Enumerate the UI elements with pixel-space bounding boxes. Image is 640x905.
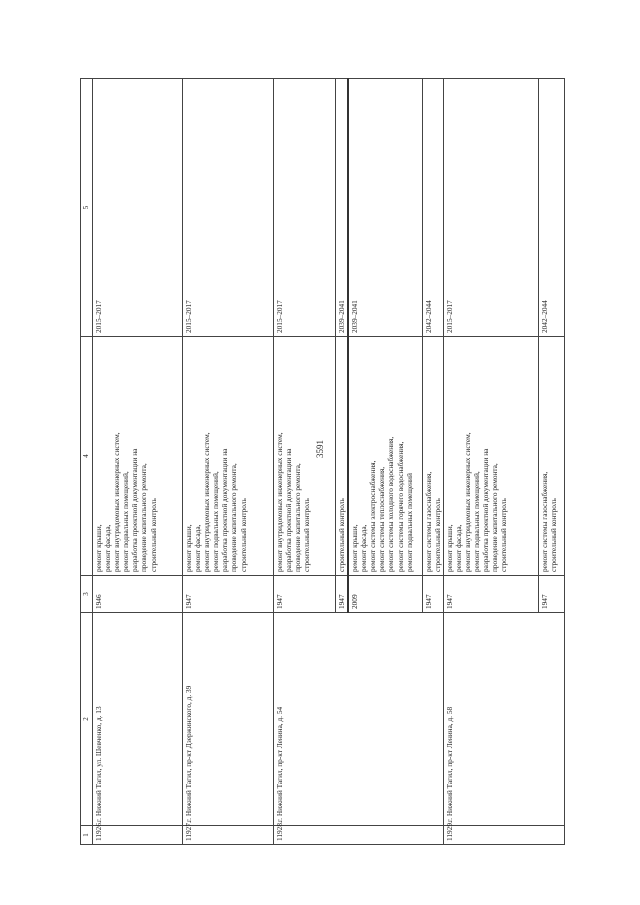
year-cell: 1947	[336, 576, 349, 613]
work-line: строительный контроль	[302, 498, 312, 572]
address-cell: г. Нижний Тагил, пр-кт Дзержинского, д. 39	[183, 613, 274, 826]
work-line: ремонт внутридомовых инженерных систем,	[275, 432, 284, 572]
row-number: 11928.	[274, 826, 444, 845]
work-line: проведение капитального ремонта,	[229, 463, 239, 572]
table-row	[443, 79, 538, 845]
work-line: проведение капитального ремонта,	[293, 463, 303, 572]
work-line: ремонт крыши,	[94, 524, 103, 572]
work-line: ремонт фасада,	[359, 524, 369, 572]
period-cell: 2015–2017	[274, 79, 336, 337]
table-row	[183, 79, 274, 845]
work-line: ремонт внутридомовых инженерных систем,	[462, 432, 472, 572]
work-line: проведение капитального ремонта,	[139, 463, 149, 572]
header-col-2: 2	[81, 613, 93, 826]
year-cell: 1947	[443, 576, 538, 613]
row-number: 11926.	[93, 826, 183, 845]
work-line: разработка проектной документации на	[481, 448, 491, 572]
works-cell	[274, 337, 336, 576]
repair-schedule-table	[80, 78, 565, 845]
page-number: 3591	[315, 440, 325, 458]
work-line: ремонт подвальных помещений	[404, 473, 414, 572]
work-line: ремонт фасада,	[193, 524, 203, 572]
year-cell: 1947	[538, 576, 564, 613]
works-cell	[422, 337, 443, 576]
work-line: строительный контроль	[148, 498, 158, 572]
work-line: ремонт системы газоснабжения,	[539, 471, 549, 572]
period-cell: 2015–2017	[93, 79, 183, 337]
work-line: строительный контроль	[238, 498, 248, 572]
work-line: ремонт крыши,	[184, 524, 193, 572]
address-cell: г. Нижний Тагил, пр-кт Ленина, д. 54	[274, 613, 444, 826]
year-cell: 2009	[348, 576, 422, 613]
work-line: ремонт подвальных помещений,	[121, 471, 131, 572]
work-line: ремонт внутридомовых инженерных систем,	[202, 432, 212, 572]
work-line: ремонт крыши,	[444, 524, 454, 572]
work-line: ремонт внутридомовых инженерных систем,	[112, 432, 122, 572]
work-line: ремонт системы холодного водоснабжения,	[386, 436, 396, 572]
work-line: проведение капитального ремонта,	[490, 463, 500, 572]
address-cell: г. Нижний Тагил, пр-кт Ленина, д. 58	[443, 613, 564, 826]
period-cell: 2039–2041	[348, 79, 422, 337]
works-cell	[336, 337, 349, 576]
row-number: 11927.	[183, 826, 274, 845]
header-col-5: 5	[81, 79, 93, 337]
period-cell: 2015–2017	[183, 79, 274, 337]
year-cell: 1946	[93, 576, 183, 613]
work-line: ремонт крыши,	[350, 524, 360, 572]
period-cell: 2042–2044	[422, 79, 443, 337]
works-cell	[443, 337, 538, 576]
period-cell: 2015–2017	[443, 79, 538, 337]
work-line: строительный контроль	[432, 498, 442, 572]
work-line: разработка проектной документации на	[130, 448, 140, 572]
year-cell: 1947	[274, 576, 336, 613]
works-cell	[348, 337, 422, 576]
work-line: ремонт фасада,	[453, 524, 463, 572]
work-line: разработка проектной документации на	[284, 448, 294, 572]
period-cell: 2039–2041	[336, 79, 349, 337]
work-line: ремонт системы горячего водоснабжения,	[395, 441, 405, 572]
work-line: ремонт подвальных помещений,	[472, 471, 482, 572]
period-cell: 2042–2044	[538, 79, 564, 337]
table-row	[274, 79, 336, 845]
header-col-1: 1	[81, 826, 93, 845]
rotated-table-container	[80, 79, 565, 845]
work-line: строительный контроль	[548, 498, 558, 572]
work-line: строительный контроль	[337, 498, 346, 572]
row-number: 11929.	[443, 826, 564, 845]
header-col-4: 4	[81, 337, 93, 576]
address-cell: г. Нижний Тагил, ул. Шевченко, д. 13	[93, 613, 183, 826]
work-line: ремонт фасада,	[103, 524, 113, 572]
works-cell	[93, 337, 183, 576]
year-cell: 1947	[422, 576, 443, 613]
works-cell	[538, 337, 564, 576]
table-row	[93, 79, 183, 845]
work-line: разработка проектной документации на	[220, 448, 230, 572]
work-line: ремонт системы теплоснабжения,	[377, 466, 387, 572]
work-line: ремонт системы газоснабжения,	[423, 471, 433, 572]
header-row	[81, 79, 93, 845]
year-cell: 1947	[183, 576, 274, 613]
work-line: ремонт системы электроснабжения,	[368, 460, 378, 572]
works-cell	[183, 337, 274, 576]
header-col-3: 3	[81, 576, 93, 613]
work-line: ремонт подвальных помещений,	[211, 471, 221, 572]
work-line: строительный контроль	[499, 498, 509, 572]
